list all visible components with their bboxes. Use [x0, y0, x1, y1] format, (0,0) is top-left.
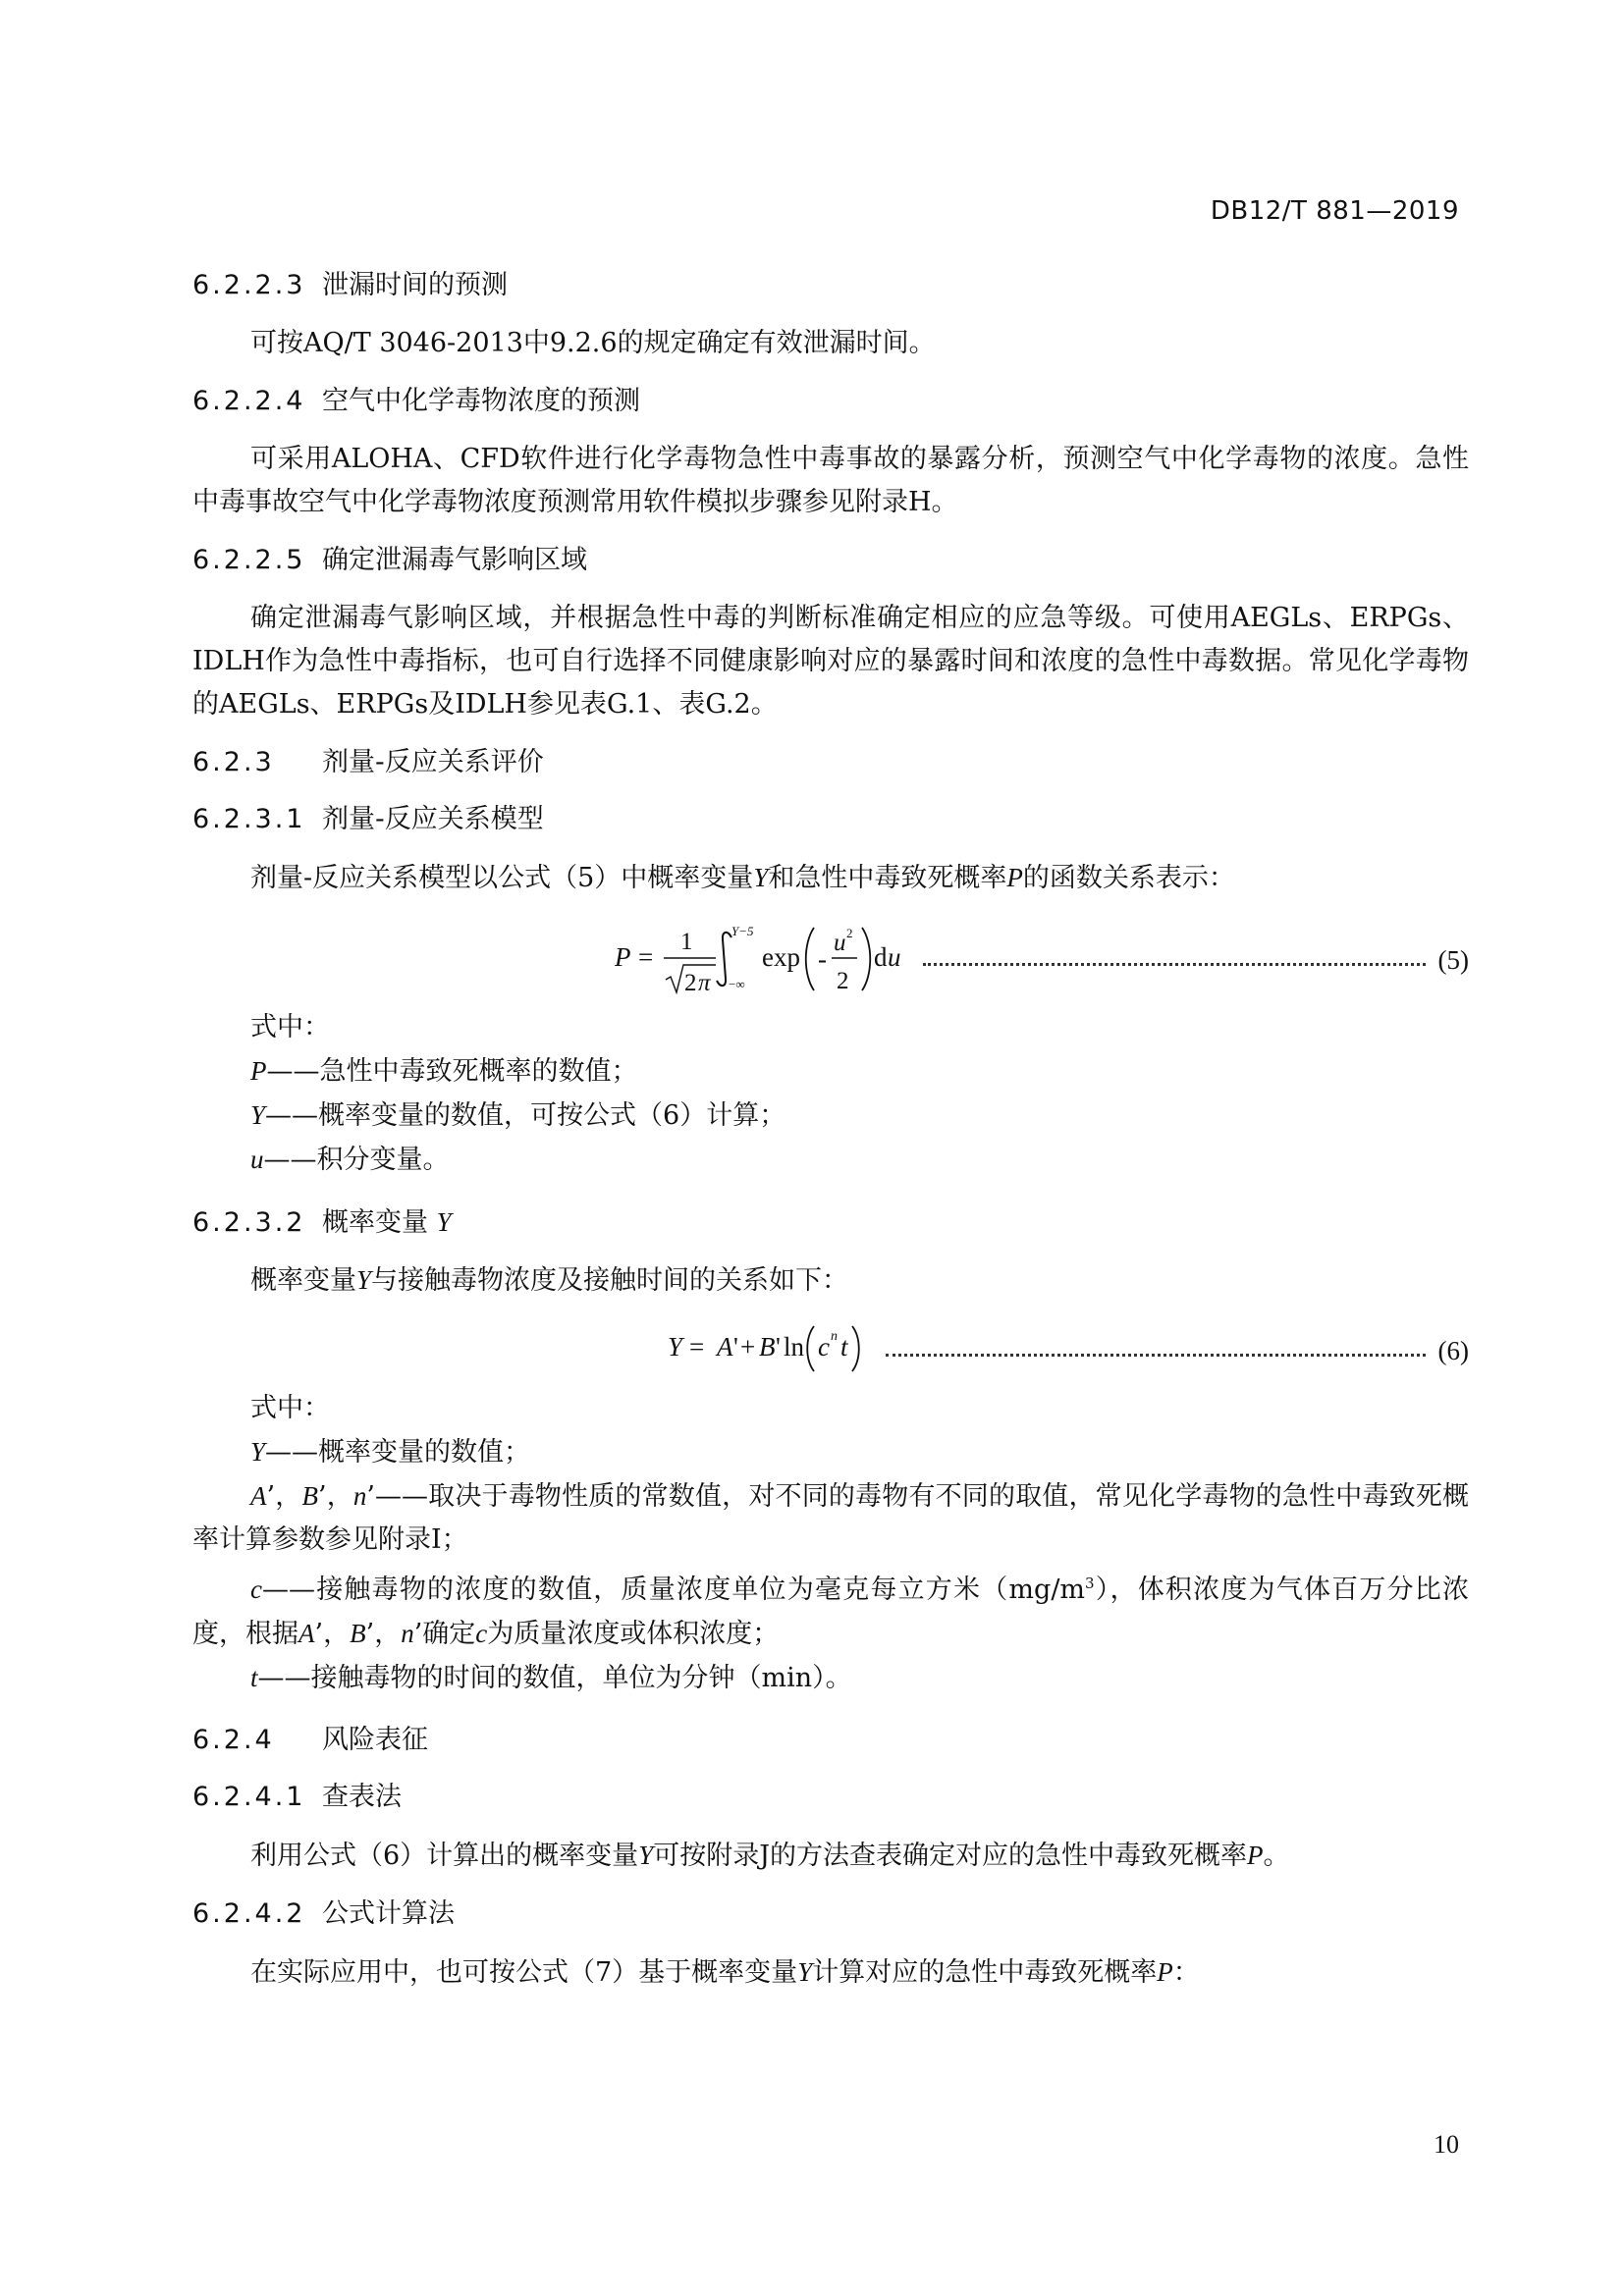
definition-abn: [192, 1474, 1469, 1562]
text-run: ’: [413, 1619, 423, 1649]
formula-a-prime: ': [733, 1332, 738, 1362]
symbol: n: [401, 1619, 414, 1648]
text-run: 在实际应用中，也可按公式（7）基于概率变量: [250, 1957, 798, 1988]
definition-text: ——积分变量。: [263, 1145, 450, 1175]
definition-text: ——概率变量的数值，可按公式（6）计算；: [265, 1100, 786, 1131]
denominator-pi: π: [698, 970, 711, 996]
formula-plus: +: [740, 1332, 756, 1362]
variable-p: P: [1247, 1841, 1264, 1870]
paragraph-6241: [192, 1834, 1469, 1878]
paragraph-6224: 可采用ALOHA、CFD软件进行化学毒物急性中毒事故的暴露分析，预测空气中化学毒物的浓度。急性中毒事故空气中化学毒物浓度预测常用软件模拟步骤参见附录H。: [192, 444, 1469, 517]
text-run: ’: [365, 1619, 375, 1649]
leader-dots: [886, 1354, 1426, 1357]
formula-numerator: 1: [680, 929, 693, 955]
formula-d: d: [874, 942, 888, 972]
formula-t: t: [840, 1332, 848, 1362]
definition-y: [192, 1430, 1469, 1474]
section-title: 公式计算法: [322, 1898, 455, 1929]
text-run: 概率变量: [250, 1265, 356, 1296]
formula-6-expression: [668, 1316, 884, 1379]
text-run: 与接触毒物浓度及接触时间的关系如下：: [371, 1265, 849, 1296]
section-title: 概率变量: [322, 1207, 428, 1238]
formula-ln: ln: [784, 1332, 805, 1362]
section-title: 剂量-反应关系评价: [322, 747, 544, 777]
symbol: A: [298, 1619, 315, 1648]
formula-equals: =: [638, 942, 654, 972]
text-run: ’: [317, 1481, 327, 1512]
section-heading-6231: [192, 797, 1469, 842]
left-paren: [807, 1326, 814, 1371]
text-run: 利用公式（6）计算出的概率变量: [250, 1841, 639, 1871]
section-heading-6224: [192, 379, 1469, 424]
text-run: 剂量-反应关系模型以公式（5）中概率变量: [250, 863, 754, 893]
section-heading-6232: [192, 1200, 1469, 1245]
definition-text: 为质量浓度或体积浓度；: [487, 1619, 780, 1649]
section-heading-6225: [192, 538, 1469, 583]
formula-6: [192, 1316, 1469, 1379]
integral-upper-limit: Y−5: [731, 924, 754, 938]
definition-u: [192, 1138, 1469, 1182]
text-run: ：: [1172, 1957, 1200, 1988]
definition-t: [192, 1656, 1469, 1700]
where-label: 式中：: [250, 1012, 330, 1042]
symbol: t: [250, 1663, 258, 1692]
integral-lower-limit: −∞: [729, 977, 745, 991]
text-run: ，: [326, 1481, 353, 1512]
definition-c: [192, 1562, 1469, 1656]
text-run: 和急性中毒致死概率: [768, 863, 1007, 893]
formula-two: 2: [837, 968, 849, 994]
section-title: 查表法: [322, 1782, 402, 1812]
symbol: B: [301, 1481, 318, 1511]
section-title: 空气中化学毒物浓度的预测: [322, 386, 640, 416]
section-title: 剂量-反应关系模型: [322, 804, 544, 834]
text-run: ’: [366, 1481, 375, 1512]
paragraph-6242: [192, 1950, 1469, 1995]
section-number: 6.2.4.1: [192, 1782, 306, 1812]
formula-y: Y: [668, 1332, 683, 1362]
formula-u: u: [834, 930, 846, 956]
formula-n-exponent: n: [831, 1329, 838, 1344]
definition-p: [192, 1049, 1469, 1094]
definition-y: [192, 1094, 1469, 1138]
equation-number-6: (6): [1437, 1336, 1469, 1365]
left-paren: [806, 928, 814, 990]
variable-y: Y: [753, 863, 769, 892]
definition-text: 确定: [422, 1619, 476, 1649]
section-number: 6.2.2.3: [192, 270, 306, 300]
symbol: c: [250, 1575, 262, 1604]
symbol: u: [250, 1145, 264, 1174]
formula-exp: exp: [762, 942, 800, 972]
text-run: 。: [1263, 1841, 1290, 1871]
section-number: 6.2.2.5: [192, 545, 306, 575]
definition-text: ——接触毒物的时间的数值，单位为分钟（min）。: [257, 1663, 852, 1693]
formula-equals: =: [689, 1332, 705, 1362]
text-run: ，: [374, 1619, 402, 1649]
definition-text: ——取决于毒物性质的常数值，对不同的毒物有不同的取值，常见化学毒物的急性中毒致死概率计算参数参见附录I；: [192, 1481, 1469, 1555]
formula-lhs: P: [615, 942, 631, 972]
equation-number-5: (5): [1437, 945, 1469, 975]
symbol: B: [350, 1619, 366, 1648]
formula-b-prime: ': [776, 1332, 781, 1362]
definition-text: ——急性中毒致死概率的数值；: [266, 1056, 638, 1087]
formula-du: u: [888, 942, 901, 972]
symbol: Y: [250, 1437, 266, 1467]
section-title: 泄漏时间的预测: [322, 270, 508, 300]
text-run: 可按附录J的方法查表确定对应的急性中毒致死概率: [653, 1841, 1248, 1871]
symbol: Y: [250, 1100, 266, 1130]
symbol: P: [250, 1056, 267, 1086]
definition-text: ——概率变量的数值；: [265, 1437, 531, 1468]
section-number: 6.2.4.2: [192, 1898, 306, 1929]
formula-b: B: [759, 1332, 776, 1362]
text-run: 计算对应的急性中毒致死概率: [812, 1957, 1158, 1988]
section-title: 风险表征: [322, 1725, 428, 1755]
section-number: 6.2.3.2: [192, 1207, 306, 1238]
section-title: 确定泄漏毒气影响区域: [322, 545, 587, 575]
symbol: n: [352, 1481, 367, 1511]
section-number: 6.2.3: [192, 747, 275, 777]
section-number: 6.2.4: [192, 1725, 275, 1755]
paragraph-6232-intro: [192, 1258, 1469, 1303]
variable-y: Y: [797, 1957, 813, 1987]
text-run: ’: [266, 1481, 276, 1512]
denominator-root: 2: [684, 970, 697, 996]
section-title-variable: Y: [436, 1207, 452, 1237]
right-paren: [852, 1326, 859, 1371]
document-code: DB12/T 881—2019: [1210, 196, 1459, 226]
variable-y: Y: [638, 1841, 654, 1870]
paragraph-6223: 可按AQ/T 3046-2013中9.2.6的规定确定有效泄漏时间。: [250, 328, 936, 358]
paragraph-6231-intro: [192, 856, 1469, 900]
right-paren: [862, 928, 870, 990]
page-body: [192, 263, 1469, 2008]
definition-text: ），体积浓度为气体百万分比浓度，根据: [192, 1575, 1469, 1649]
formula-c: c: [818, 1332, 830, 1362]
formula-u-exponent: 2: [846, 926, 853, 940]
section-number: 6.2.3.1: [192, 804, 306, 834]
text-run: ’: [314, 1619, 324, 1649]
text-run: ，: [323, 1619, 351, 1649]
definition-text: ——接触毒物的浓度的数值，质量浓度单位为毫克每立方米（mg/m: [261, 1575, 1086, 1605]
section-heading-6241: [192, 1775, 1469, 1820]
text-run: 的函数关系表示：: [1022, 863, 1235, 893]
variable-y: Y: [356, 1265, 372, 1295]
symbol: c: [475, 1619, 488, 1648]
formula-5: [192, 914, 1469, 998]
section-heading-6223: [192, 263, 1469, 308]
superscript: 3: [1085, 1575, 1095, 1592]
page-number: 10: [1434, 2130, 1459, 2159]
variable-p: P: [1157, 1957, 1173, 1987]
leader-dots: [923, 963, 1426, 966]
formula-5-expression: [615, 914, 919, 998]
formula-minus: -: [818, 944, 827, 974]
section-number: 6.2.2.4: [192, 386, 306, 416]
section-heading-6242: [192, 1892, 1469, 1937]
variable-p: P: [1006, 863, 1023, 892]
text-run: ，: [275, 1481, 302, 1512]
where-label: 式中：: [250, 1393, 330, 1423]
symbol: A: [250, 1481, 267, 1511]
section-heading-623: [192, 740, 1469, 785]
paragraph-6225: 确定泄漏毒气影响区域，并根据急性中毒的判断标准确定相应的应急等级。可使用AEGLs、ERPGs、IDLH作为急性中毒指标，也可自行选择不同健康影响对应的暴露时间和浓度的急性中毒数据。常见化学毒物的AEGLs、ERPGs及IDLH参见表G.1、表G.2。: [192, 603, 1469, 720]
section-heading-624: [192, 1718, 1469, 1763]
formula-a: A: [717, 1332, 733, 1362]
